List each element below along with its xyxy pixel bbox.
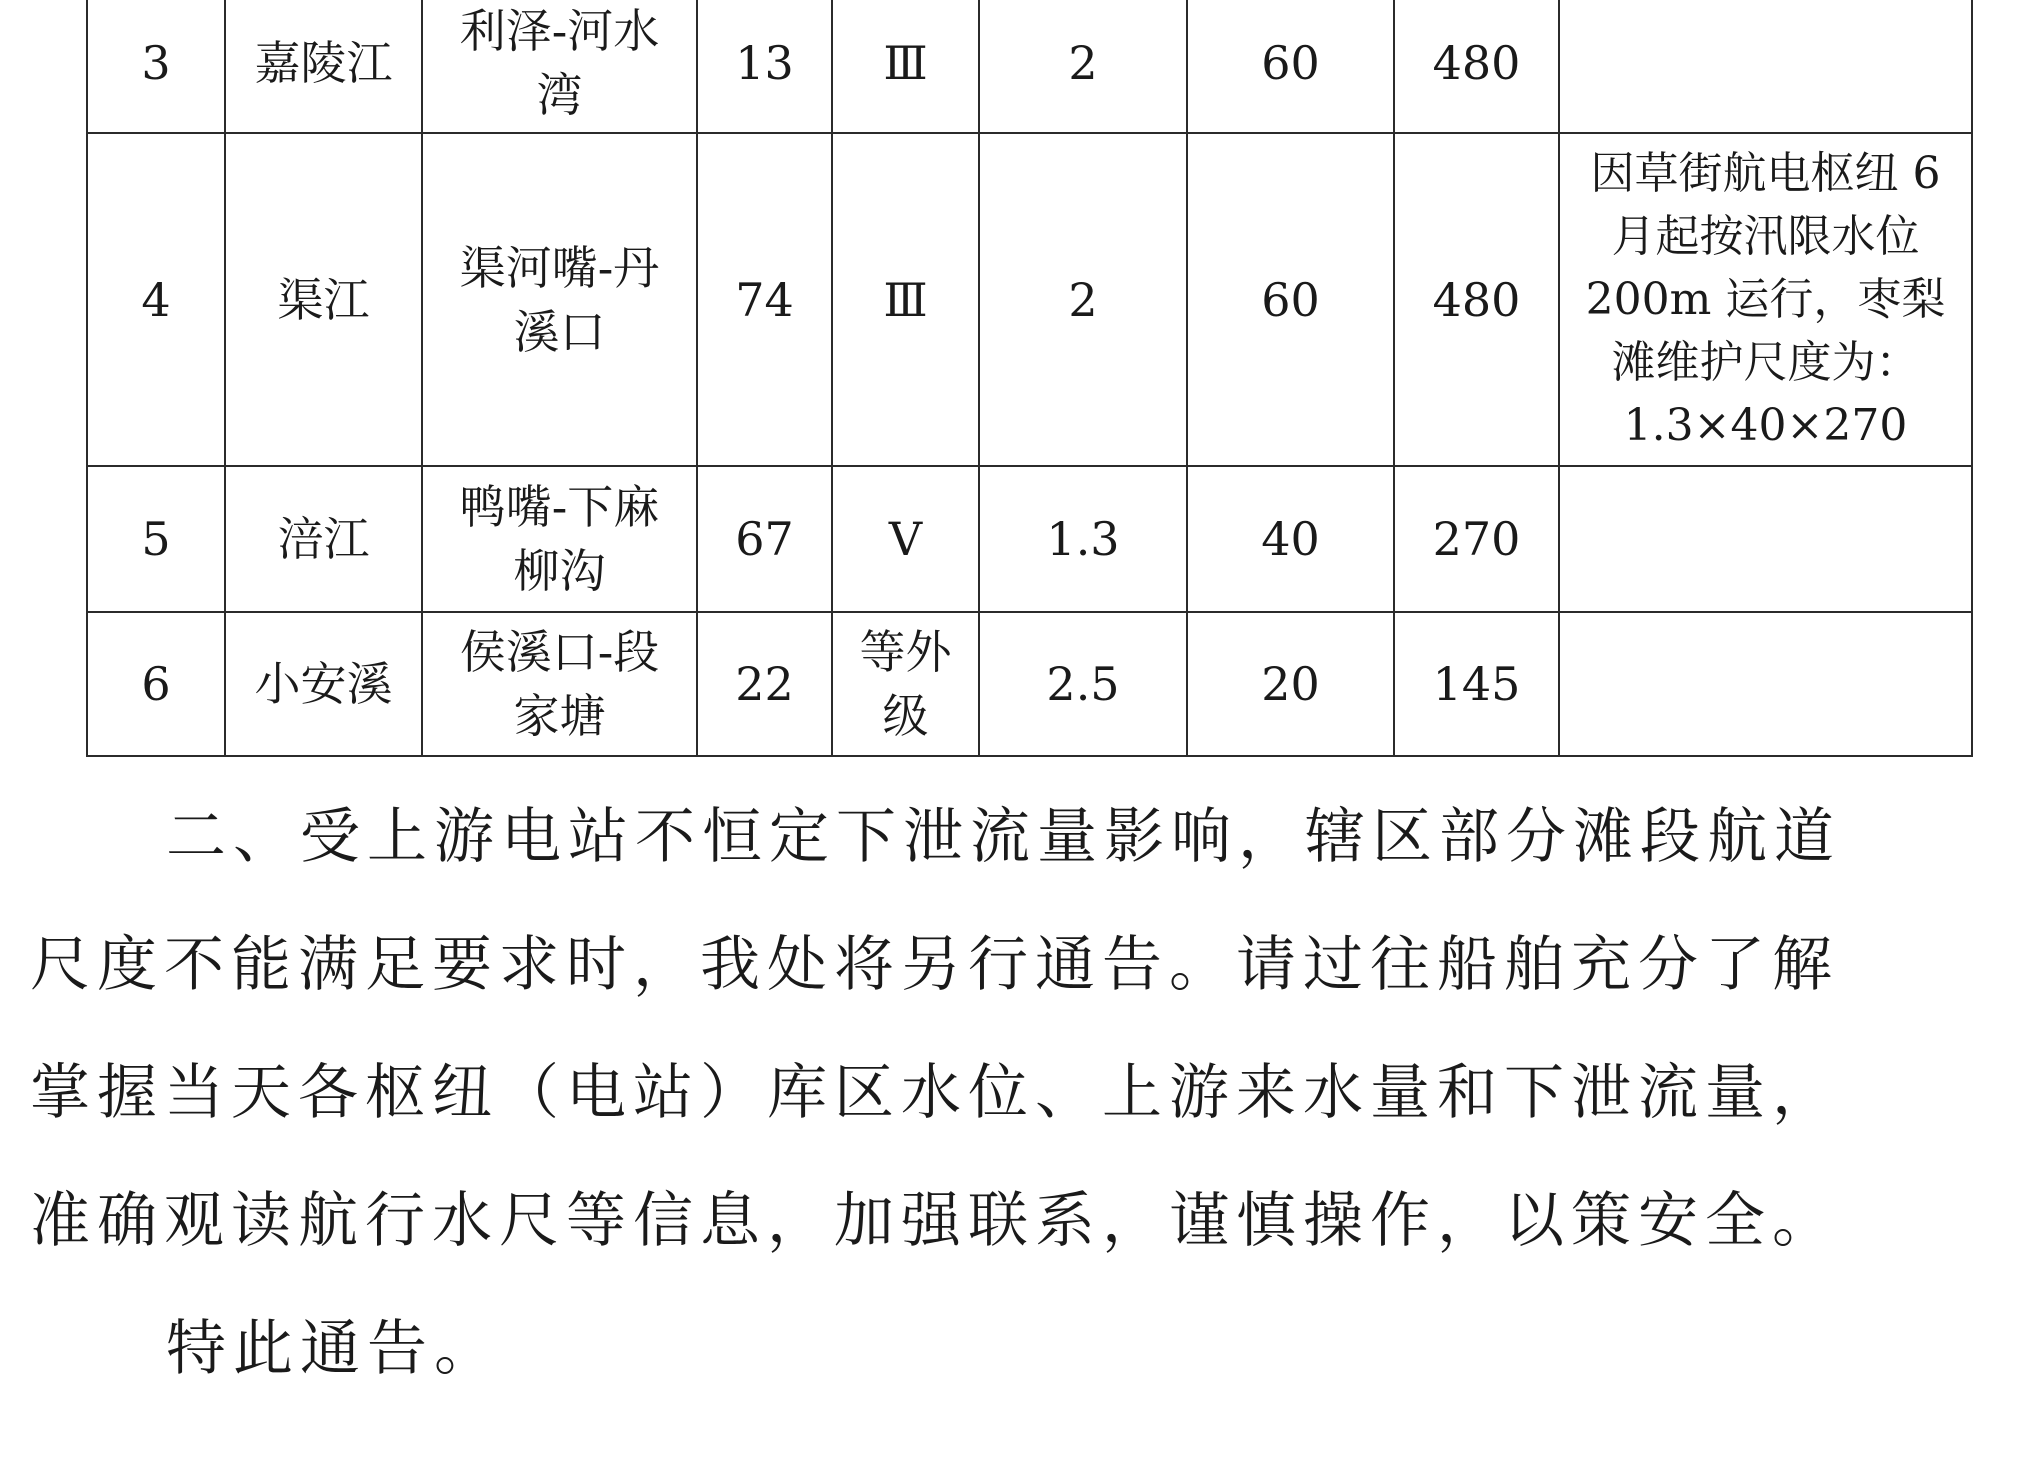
cell-width: 60: [1187, 0, 1394, 133]
table-row: [87, 133, 1972, 466]
cell-note: [1559, 612, 1972, 756]
body-paragraph-line: 掌握当天各枢纽（电站）库区水位、上游来水量和下泄流量，: [30, 1058, 1839, 1128]
section-line: 利泽-河水: [459, 4, 660, 58]
cell-no: 4: [87, 133, 225, 466]
section-line: 家塘: [513, 689, 606, 743]
cell-radius: 270: [1394, 466, 1559, 612]
cell-note: [1559, 133, 1972, 466]
cell-river: 涪江: [225, 466, 422, 612]
note-line: 因草街航电枢纽 6: [1590, 148, 1941, 199]
table-row: [87, 612, 1972, 756]
table-row: [87, 466, 1972, 612]
cell-length: 13: [697, 0, 832, 133]
body-paragraph-line: 尺度不能满足要求时，我处将另行通告。请过往船舶充分了解: [30, 930, 1839, 1000]
grade-line: 级: [882, 689, 929, 743]
cell-note: [1559, 466, 1972, 612]
cell-no: 3: [87, 0, 225, 133]
note-line: 滩维护尺度为：: [1611, 337, 1920, 388]
grade-line: 等外: [859, 625, 952, 679]
cell-river: 小安溪: [225, 612, 422, 756]
closing-line: 特此通告。: [166, 1314, 501, 1384]
cell-width: 20: [1187, 612, 1394, 756]
cell-length: 67: [697, 466, 832, 612]
cell-depth: 2: [979, 0, 1187, 133]
note-line: 1.3×40×270: [1623, 400, 1908, 451]
cell-radius: 145: [1394, 612, 1559, 756]
section-line: 渠河嘴-丹: [459, 240, 660, 295]
cell-grade: [832, 612, 979, 756]
cell-no: 6: [87, 612, 225, 756]
cell-river: 嘉陵江: [225, 0, 422, 133]
section-line: 柳沟: [513, 544, 606, 598]
cell-radius: 480: [1394, 133, 1559, 466]
cell-grade: Ⅲ: [832, 0, 979, 133]
note-line: 200m 运行，枣梨: [1585, 274, 1946, 325]
cell-depth: 2: [979, 133, 1187, 466]
cell-radius: 480: [1394, 0, 1559, 133]
note-line: 月起按汛限水位: [1611, 211, 1920, 262]
cell-section: [422, 0, 697, 133]
cell-note: [1559, 0, 1972, 133]
cell-width: 60: [1187, 133, 1394, 466]
cell-grade: Ⅴ: [832, 466, 979, 612]
cell-depth: 1.3: [979, 466, 1187, 612]
cell-no: 5: [87, 466, 225, 612]
table-row: [87, 0, 1972, 133]
cell-section: [422, 612, 697, 756]
cell-section: [422, 466, 697, 612]
body-paragraph-line: 准确观读航行水尺等信息，加强联系，谨慎操作，以策安全。: [30, 1186, 1839, 1256]
section-line: 鸭嘴-下麻: [459, 480, 660, 534]
body-paragraph-line: 二、受上游电站不恒定下泄流量影响，辖区部分滩段航道: [166, 802, 1841, 872]
cell-grade: Ⅲ: [832, 133, 979, 466]
channel-maintenance-table: [86, 0, 1973, 757]
cell-river: 渠江: [225, 133, 422, 466]
cell-length: 22: [697, 612, 832, 756]
section-line: 湾: [536, 68, 583, 122]
cell-depth: 2.5: [979, 612, 1187, 756]
cell-length: 74: [697, 133, 832, 466]
cell-section: [422, 133, 697, 466]
section-line: 侯溪口-段: [459, 625, 660, 679]
cell-width: 40: [1187, 466, 1394, 612]
section-line: 溪口: [513, 304, 606, 359]
